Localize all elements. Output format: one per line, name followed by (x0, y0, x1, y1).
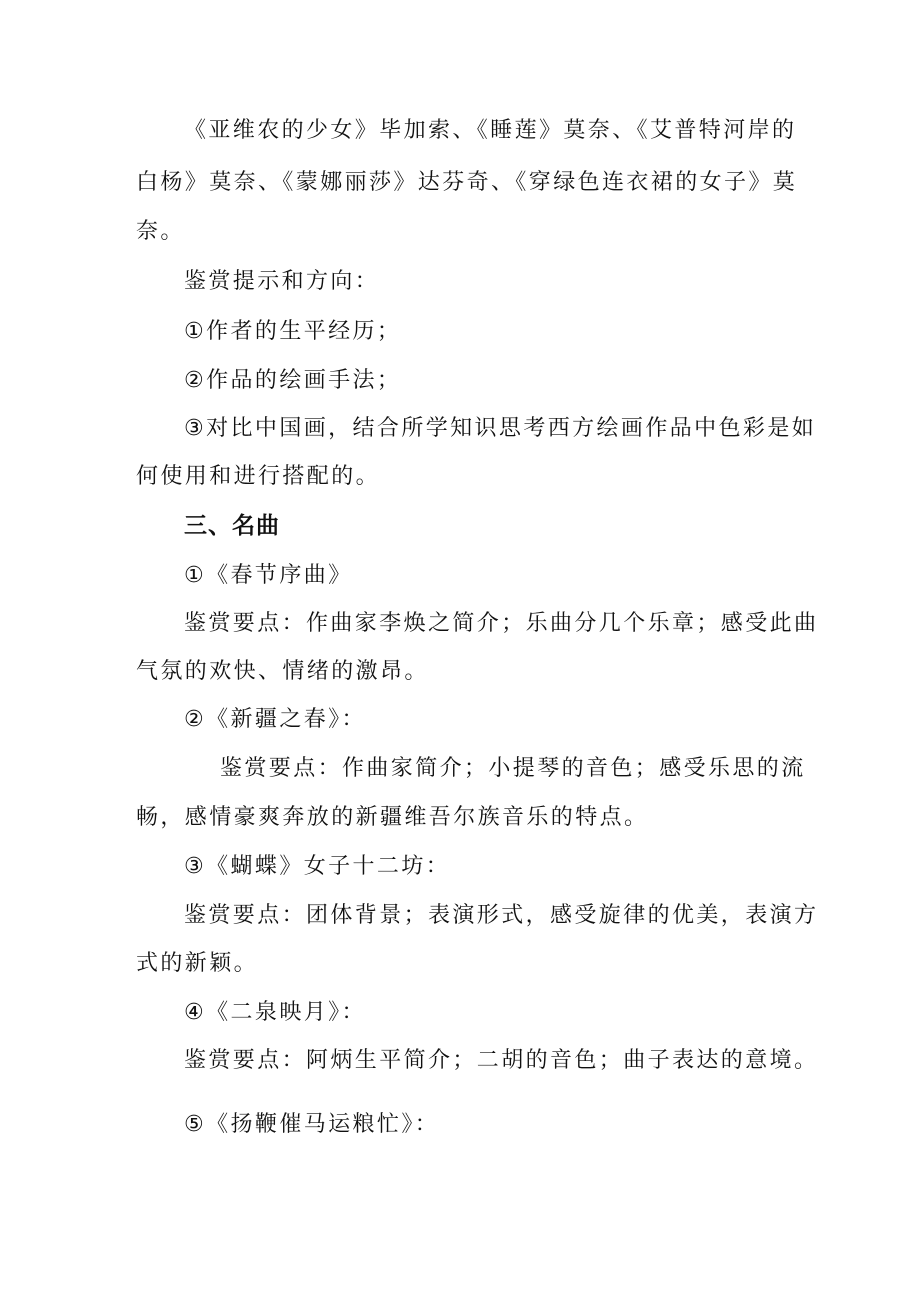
hint-item-3-line-1: ③对比中国画，结合所学知识思考西方绘画作品中色彩是如 (184, 416, 817, 441)
hint-item-3-line-2: 何使用和进行搭配的。 (136, 464, 381, 489)
paragraph-artworks-line-2: 白杨》莫奈、《蒙娜丽莎》达芬奇、《穿绿色连衣裙的女子》莫 (136, 170, 798, 195)
music-item-3-points-line-1: 鉴赏要点：团体背景；表演形式，感受旋律的优美，表演方 (184, 903, 819, 928)
music-item-2-points-line-1: 鉴赏要点：作曲家简介；小提琴的音色；感受乐思的流 (220, 756, 806, 781)
music-item-4-points: 鉴赏要点：阿炳生平简介；二胡的音色；曲子表达的意境。 (184, 1048, 819, 1073)
music-item-4-title: ④《二泉映月》： (184, 1000, 366, 1025)
paragraph-artworks-line-1: 《亚维农的少女》毕加索、《睡莲》莫奈、《艾普特河岸的 (184, 118, 797, 143)
appreciation-hints-label: 鉴赏提示和方向： (184, 269, 380, 294)
music-item-5-title: ⑤《扬鞭催马运粮忙》： (184, 1112, 440, 1137)
music-item-2-points-line-2: 畅，感情豪爽奔放的新疆维吾尔族音乐的特点。 (136, 805, 649, 830)
hint-item-1: ①作者的生平经历； (184, 319, 402, 344)
music-item-1-points-line-2: 气氛的欢快、情绪的激昂。 (136, 659, 429, 684)
hint-item-2: ②作品的绘画手法； (184, 368, 402, 393)
music-item-1-points-line-1: 鉴赏要点：作曲家李焕之简介；乐曲分几个乐章；感受此曲 (184, 611, 819, 636)
music-item-3-points-line-2: 式的新颖。 (136, 951, 259, 976)
section-heading-famous-music: 三、名曲 (184, 513, 280, 539)
music-item-1-title: ①《春节序曲》 (184, 563, 353, 588)
paragraph-artworks-line-3: 奈。 (136, 219, 185, 244)
music-item-3-title: ③《蝴蝶》女子十二坊： (184, 854, 451, 879)
music-item-2-title: ②《新疆之春》： (184, 707, 366, 732)
